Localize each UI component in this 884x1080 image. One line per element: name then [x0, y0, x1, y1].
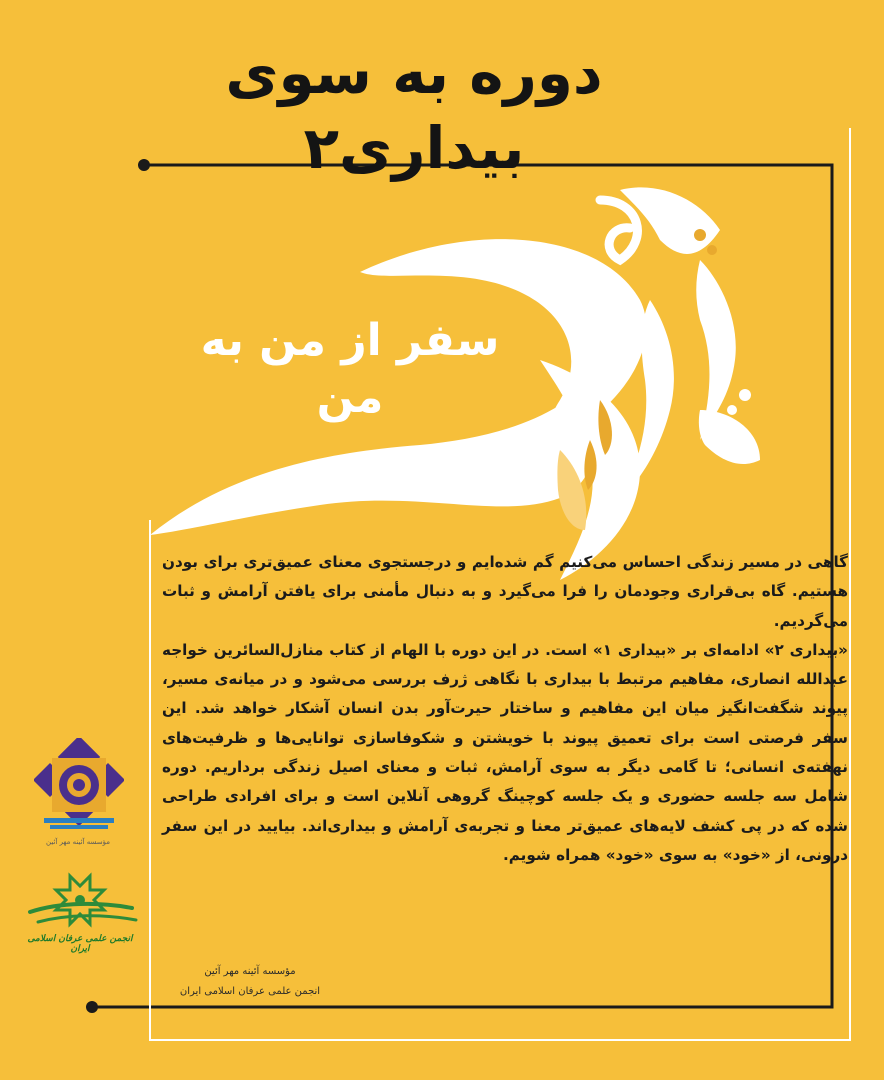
association-logo-caption: انجمن علمی عرفان اسلامی ایران: [27, 934, 133, 954]
signature-line-1: مؤسسه آئینه مهر آئین: [204, 966, 296, 977]
calligraphy-dot-2: [707, 245, 717, 255]
calligraphy-curl: [600, 200, 637, 260]
association-logo-icon: [20, 872, 140, 936]
description-paragraph-1: گاهی در مسیر زندگی احساس می‌کنیم گم شده‌ایم و درجستجوی معنای عمیق‌تری برای بودن هستیم. گاه بی‌قراری وجودمان را فرا می‌گیرد و به دنبال مأمنی برای یافتن آرامش و ثبات می‌گردیم.: [162, 553, 848, 630]
signature-line-2: انجمن علمی عرفان اسلامی ایران: [179, 986, 321, 997]
calligraphy-stroke-4: [699, 410, 760, 464]
description-text: [162, 548, 848, 870]
tagline: سفر از من به من: [200, 315, 500, 424]
description-paragraph-2: «بیداری ۲» ادامه‌ای بر «بیداری ۱» است. در این دوره با الهام از کتاب منازل‌السائرین خواجه عبدالله انصاری، مفاهیم مرتبط با بیداری با نگاهی ژرف بررسی می‌شود و در میانه‌ی مسیر، پیوند شگفت‌انگیز میان این مفاهیم و ساختار حیرت‌آور بدن انسان آشکار خواهد شد. این سفر فرصتی است برای تعمیق پیوند با خویشتن و شکوفاسازی توانایی‌ها و ظرفیت‌های نهفته‌ی انسانی؛ تا گامی دیگر به سوی آرامش، ثبات و معنای اصیل زندگی برداریم. دوره شامل سه جلسه حضوری و یک جلسه کوچینگ گروهی آنلاین است و برای افرادی طراحی شده که در پی کشف لایه‌های عمیق‌تر معنا و تجربه‌ی آرامش و بیداری‌اند. بیایید در این سفر درونی، از «خود» به سوی «خود» همراه شویم.: [162, 640, 848, 864]
frame-dot-bottom: [86, 1001, 98, 1013]
institute-logo-caption: مؤسسه آئینه مهر آئین: [46, 838, 110, 846]
page-title: دوره به سوی بیداری۲: [225, 39, 603, 183]
institute-logo-icon: [34, 738, 124, 834]
signature: [150, 962, 350, 1002]
calligraphy-dot-4: [727, 405, 737, 415]
calligraphy-dot-3: [739, 389, 751, 401]
calligraphy-dot-1: [694, 229, 706, 241]
frame-dot-top: [138, 159, 150, 171]
